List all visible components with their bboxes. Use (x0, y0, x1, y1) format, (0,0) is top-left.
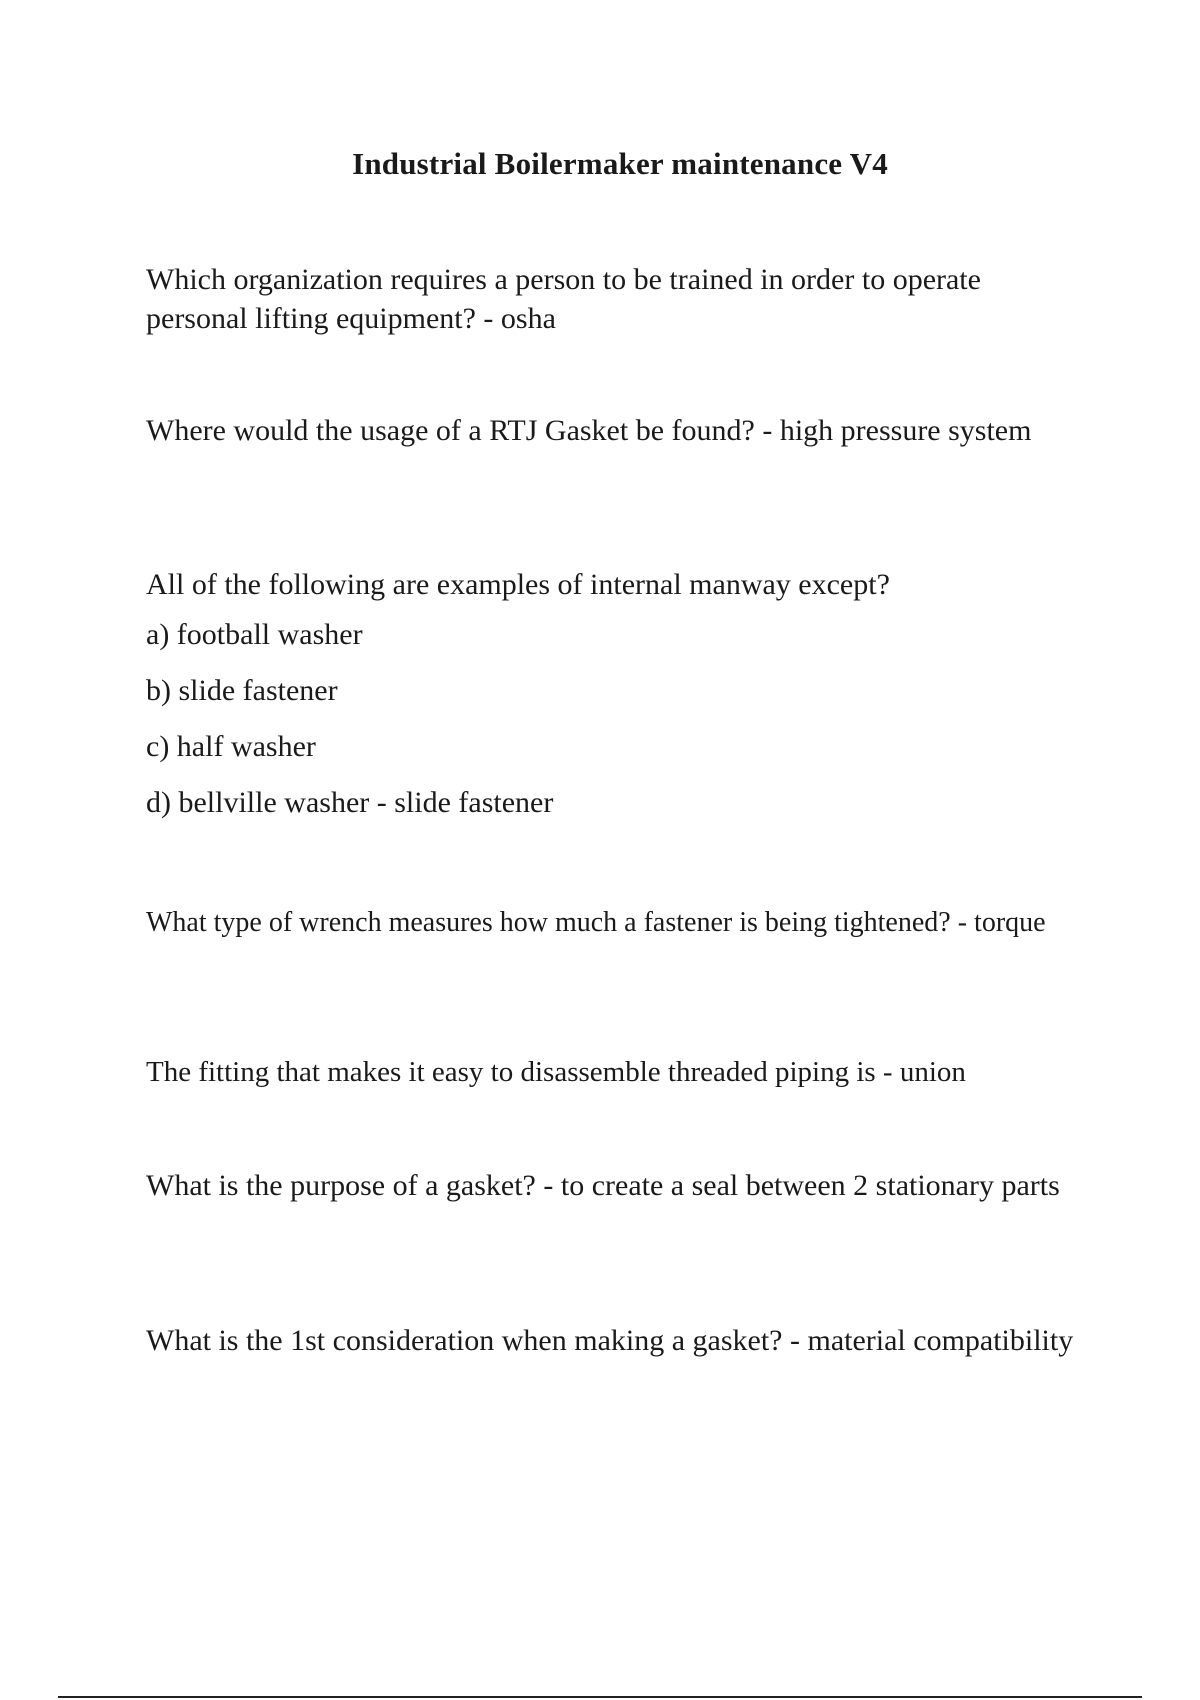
question-3: All of the following are examples of internal manway except? (146, 568, 890, 601)
option-d: d) bellville washer - slide fastener (146, 786, 554, 819)
option-a: a) football washer (146, 618, 363, 651)
question-answer-4: What type of wrench measures how much a fastener is being tightened? - torque (146, 907, 1046, 938)
question-answer-7: What is the 1st consideration when making a gasket? - material compatibility (146, 1324, 1074, 1357)
document-title: Industrial Boilermaker maintenance V4 (352, 146, 888, 181)
footer-divider (58, 1696, 1142, 1698)
question-answer-2: Where would the usage of a RTJ Gasket be found? - high pressure system (146, 414, 1032, 447)
question-3-options (146, 618, 553, 842)
question-answer-1: Which organization requires a person to be trained in order to operate personal lifting equipment? - osha (146, 263, 981, 335)
question-answer-6: What is the purpose of a gasket? - to create a seal between 2 stationary parts (146, 1169, 1060, 1202)
option-b: b) slide fastener (146, 674, 338, 707)
question-answer-5: The fitting that makes it easy to disassemble threaded piping is - union (146, 1056, 966, 1088)
option-c: c) half washer (146, 730, 316, 763)
